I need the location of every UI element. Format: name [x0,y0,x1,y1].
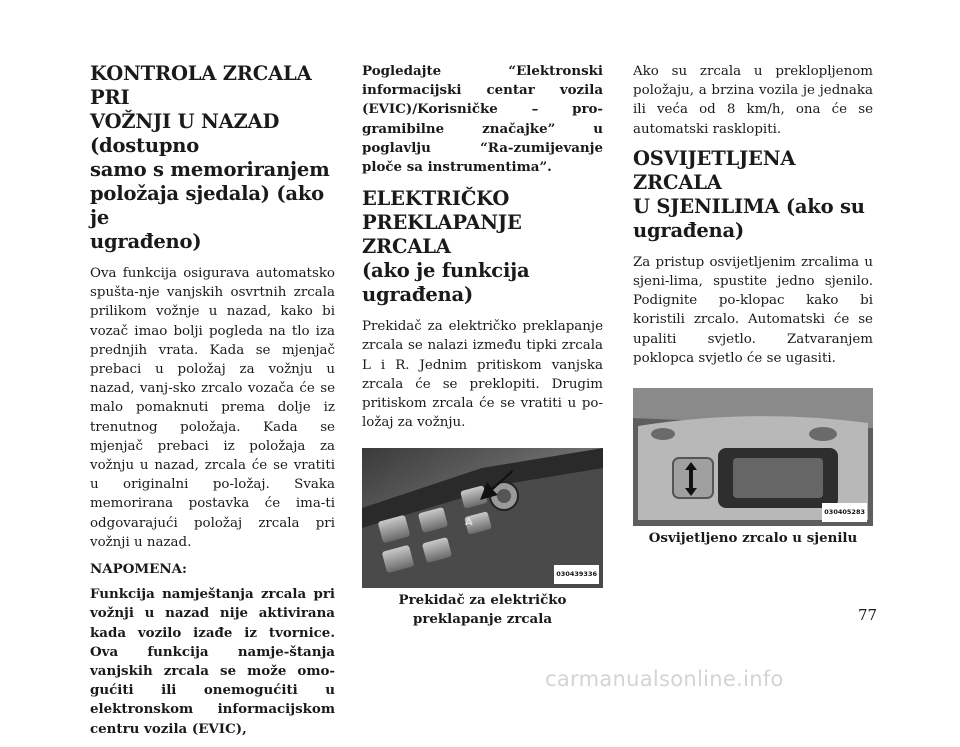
figure-folding-switch [362,448,603,588]
heading-illuminated-mirrors: OSVIJETLJENA ZRCALA U SJENILIMA (ako su ugrađena) [633,146,865,242]
column-right [633,62,873,548]
column-middle [362,62,603,629]
svg-text:A: A [465,517,473,529]
caption-folding-switch: Prekidač za električko preklapanje zrcala [398,592,567,628]
paragraph-rear-mirror: Ova funkcija osigurava automatsko spušta-nje vanjskih osvrtnih zrcala prilikom vožnje u nazad, kako bi vozač imao bolji pogleda na tlo iza prednjih vrata. Kada se mjenjač prebaci u položaj za vožnju u nazad, vanj-sko zrcalo vozača će se malo pomaknuti prema dolje iz trenutnog položaja. Kada se mjenjač prebaci iz položaja za vožnju u nazad, zrcala će se vratiti u originalni po-ložaj. Svaka memorirana postavka će ima-ti odgovarajući položaj zrcala pri vožnji u nazad. [90,266,335,550]
heading-rear-mirror-control: KONTROLA ZRCALA PRI VOŽNJI U NAZAD (dostupno samo s memoriranjem položaja sjedala) (ako je ugrađeno) [90,62,330,253]
paragraph-illuminated-mirrors: Za pristup osvijetljenim zrcalima u sjeni-lima, spustite jedno sjenilo. Podignite po-klopac kako bi koristili zrcalo. Automatski će se upaliti svjetlo. Zatvaranjem poklopca svjetlo će se ugasiti. [633,254,873,366]
caption-visor-mirror: Osvijetljeno zrcalo u sjenilu [648,530,858,547]
figure-visor-mirror [633,388,873,526]
heading-power-folding: ELEKTRIČKO PREKLAPANJE ZRCALA (ako je funkcija ugrađena) [362,187,530,307]
column-left [90,62,335,747]
paragraph-evic-reference: Pogledajte “Elektronski informacijski centar vozila (EVIC)/Korisničke – pro-gramibilne značajke” u poglavlju “Ra-zumijevanje ploče sa instrumentima”. [362,63,603,176]
page-number: 77 [858,606,878,624]
paragraph-power-folding: Prekidač za električko preklapanje zrcala se nalazi između tipki zrcala L i R. Jednim pritiskom vanjska zrcala će se preklopiti. Drugim pritiskom zrcala će se vratiti u po-ložaj za vožnju. [362,319,603,431]
paragraph-auto-unfold: Ako su zrcala u preklopljenom položaju, a brzina vozila je jednaka ili veća od 8 km/h, ona će se automatski rasklopiti. [633,64,873,137]
figure-code: 030405283 [822,503,867,522]
note-label: NAPOMENA: [90,561,187,578]
figure-code: 030439336 [554,565,599,584]
watermark-footer: carmanualsonline.info [545,667,784,691]
note-text: Funkcija namještanja zrcala pri vožnji u nazad nije aktivirana kada vozilo izađe iz tvornice. Ova funkcija namje-štanja vanjskih zrcala se može omo-gućiti ili onemogućiti u elektronskom informacijskom centru vozila (EVIC), [90,586,335,737]
